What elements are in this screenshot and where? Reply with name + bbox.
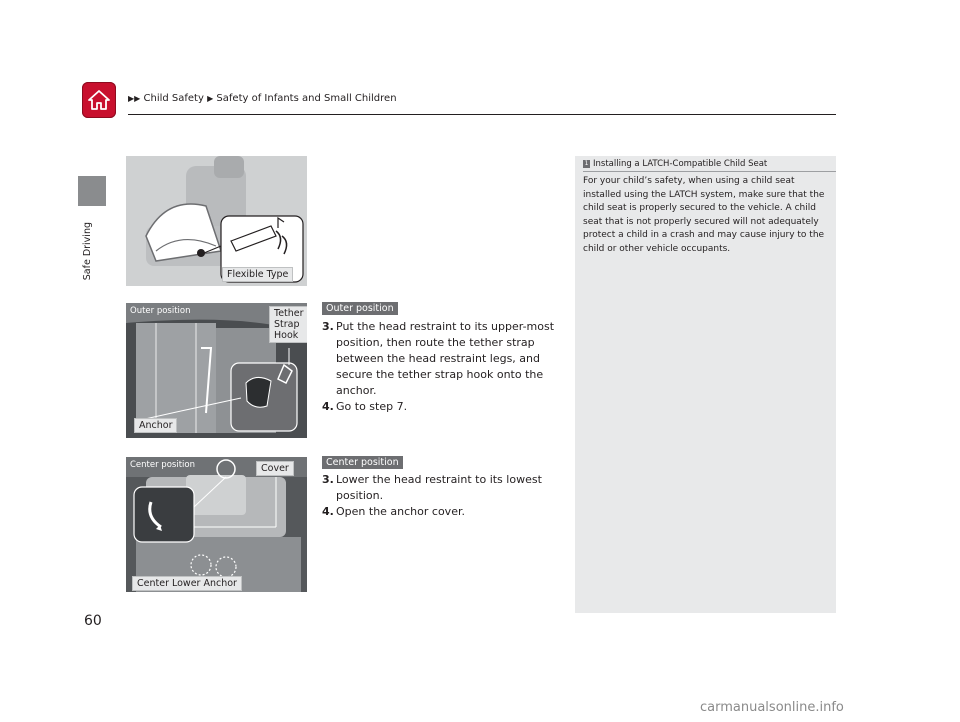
center-anchor-illustration	[126, 457, 307, 592]
figure-flexible-type	[126, 156, 307, 286]
step-item: 4. Go to step 7.	[322, 400, 408, 413]
page-number: 60	[84, 613, 102, 629]
center-position-tag: Center position	[322, 456, 403, 469]
anchor-label: Anchor	[134, 418, 177, 433]
center-position-caption: Center position	[130, 460, 195, 470]
center-lower-anchor-label: Center Lower Anchor	[132, 576, 242, 591]
step-item: 3. Put the head restraint to its upper-most position, then route the tether strap between the head restraint legs, and secure the tether strap hook onto the anchor.	[322, 320, 555, 397]
side-tab-marker[interactable]	[78, 176, 106, 206]
side-tab-label: Safe Driving	[82, 222, 93, 281]
outer-position-steps	[322, 319, 558, 415]
breadcrumb-arrow-icon: ▶	[207, 94, 214, 103]
tether-strap-hook-label: Tether Strap Hook	[269, 306, 307, 343]
breadcrumb-item-current: Safety of Infants and Small Children	[216, 93, 397, 104]
flexible-type-label: Flexible Type	[222, 267, 293, 282]
home-icon	[87, 88, 111, 112]
outer-position-caption: Outer position	[130, 306, 191, 316]
breadcrumb	[128, 93, 397, 104]
center-position-steps	[322, 472, 558, 520]
cover-label: Cover	[256, 461, 294, 476]
home-button[interactable]	[82, 82, 116, 118]
header-divider	[128, 114, 836, 115]
note-body: For your child’s safety, when using a child seat installed using the LATCH system, make sure that the child seat is properly secured to the vehicle. A child seat that is not properly secured will not adequately protect a child in a crash and may cause injury to the child or other vehicle occupants.	[583, 176, 825, 254]
figure-outer-position	[126, 303, 307, 438]
outer-position-tag: Outer position	[322, 302, 398, 315]
step-item: 3. Lower the head restraint to its lowest position.	[322, 473, 542, 502]
breadcrumb-item-child-safety[interactable]: Child Safety	[143, 93, 204, 104]
note-reference-icon: 1	[584, 159, 589, 167]
breadcrumb-arrow-icon: ▶▶	[128, 94, 141, 103]
step-item: 4. Open the anchor cover.	[322, 505, 465, 518]
figure-center-position	[126, 457, 307, 592]
note-divider	[583, 171, 836, 172]
note-title[interactable]: 1 Installing a LATCH-Compatible Child Seat	[584, 159, 768, 169]
watermark: carmanualsonline.info	[700, 700, 844, 715]
note-panel	[575, 156, 836, 613]
